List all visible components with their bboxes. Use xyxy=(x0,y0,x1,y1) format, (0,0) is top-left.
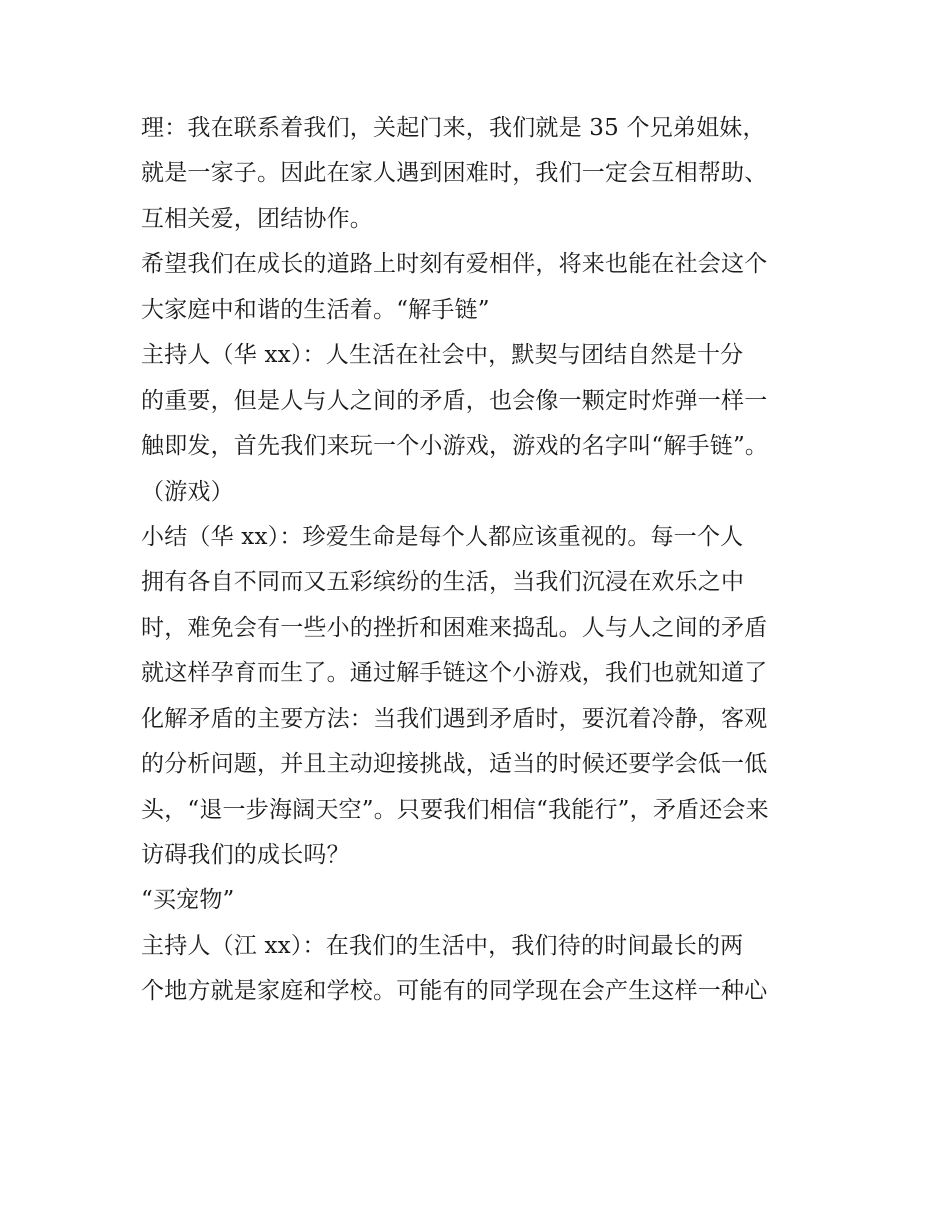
text-line: 时，难免会有一些小的挫折和困难来捣乱。人与人之间的矛盾 xyxy=(141,614,768,641)
text-line: 理：我在联系着我们，关起门来，我们就是 35 个兄弟姐妹， xyxy=(141,115,766,141)
text-line: “买宠物” xyxy=(141,887,235,914)
text-line: 访碍我们的成长吗？ xyxy=(141,842,350,868)
text-line: 个地方就是家庭和学校。可能有的同学现在会产生这样一种心 xyxy=(141,978,768,1005)
text-line: 小结（华 xx）：珍爱生命是每个人都应该重视的。每一个人 xyxy=(141,523,744,550)
text-line: 头，“退一步海阔天空”。只要我们相信“我能行”，矛盾还会来 xyxy=(141,796,769,823)
text-line: 大家庭中和谐的生活着。“解手链” xyxy=(141,296,490,323)
text-line: （游戏） xyxy=(141,478,234,505)
text-line: 的重要，但是人与人之间的矛盾，也会像一颗定时炸弹一样一 xyxy=(141,387,768,414)
text-line: 希望我们在成长的道路上时刻有爱相伴，将来也能在社会这个 xyxy=(141,251,768,278)
text-line: 互相关爱，团结协作。 xyxy=(141,205,373,232)
text-line: 拥有各自不同而又五彩缤纷的生活，当我们沉浸在欢乐之中 xyxy=(141,569,745,596)
text-line: 化解矛盾的主要方法：当我们遇到矛盾时，要沉着冷静，客观 xyxy=(141,705,768,732)
text-line: 主持人（江 xx）：在我们的生活中，我们待的时间最长的两 xyxy=(141,932,744,959)
text-line: 的分析问题，并且主动迎接挑战，适当的时候还要学会低一低 xyxy=(141,751,768,778)
document-body xyxy=(141,106,821,1015)
text-line: 触即发，首先我们来玩一个小游戏，游戏的名字叫“解手链”。 xyxy=(141,433,769,460)
text-line: 就是一家子。因此在家人遇到困难时，我们一定会互相帮助、 xyxy=(141,160,768,187)
text-line: 主持人（华 xx）：人生活在社会中，默契与团结自然是十分 xyxy=(141,342,744,369)
text-line: 就这样孕育而生了。通过解手链这个小游戏，我们也就知道了 xyxy=(141,660,768,687)
